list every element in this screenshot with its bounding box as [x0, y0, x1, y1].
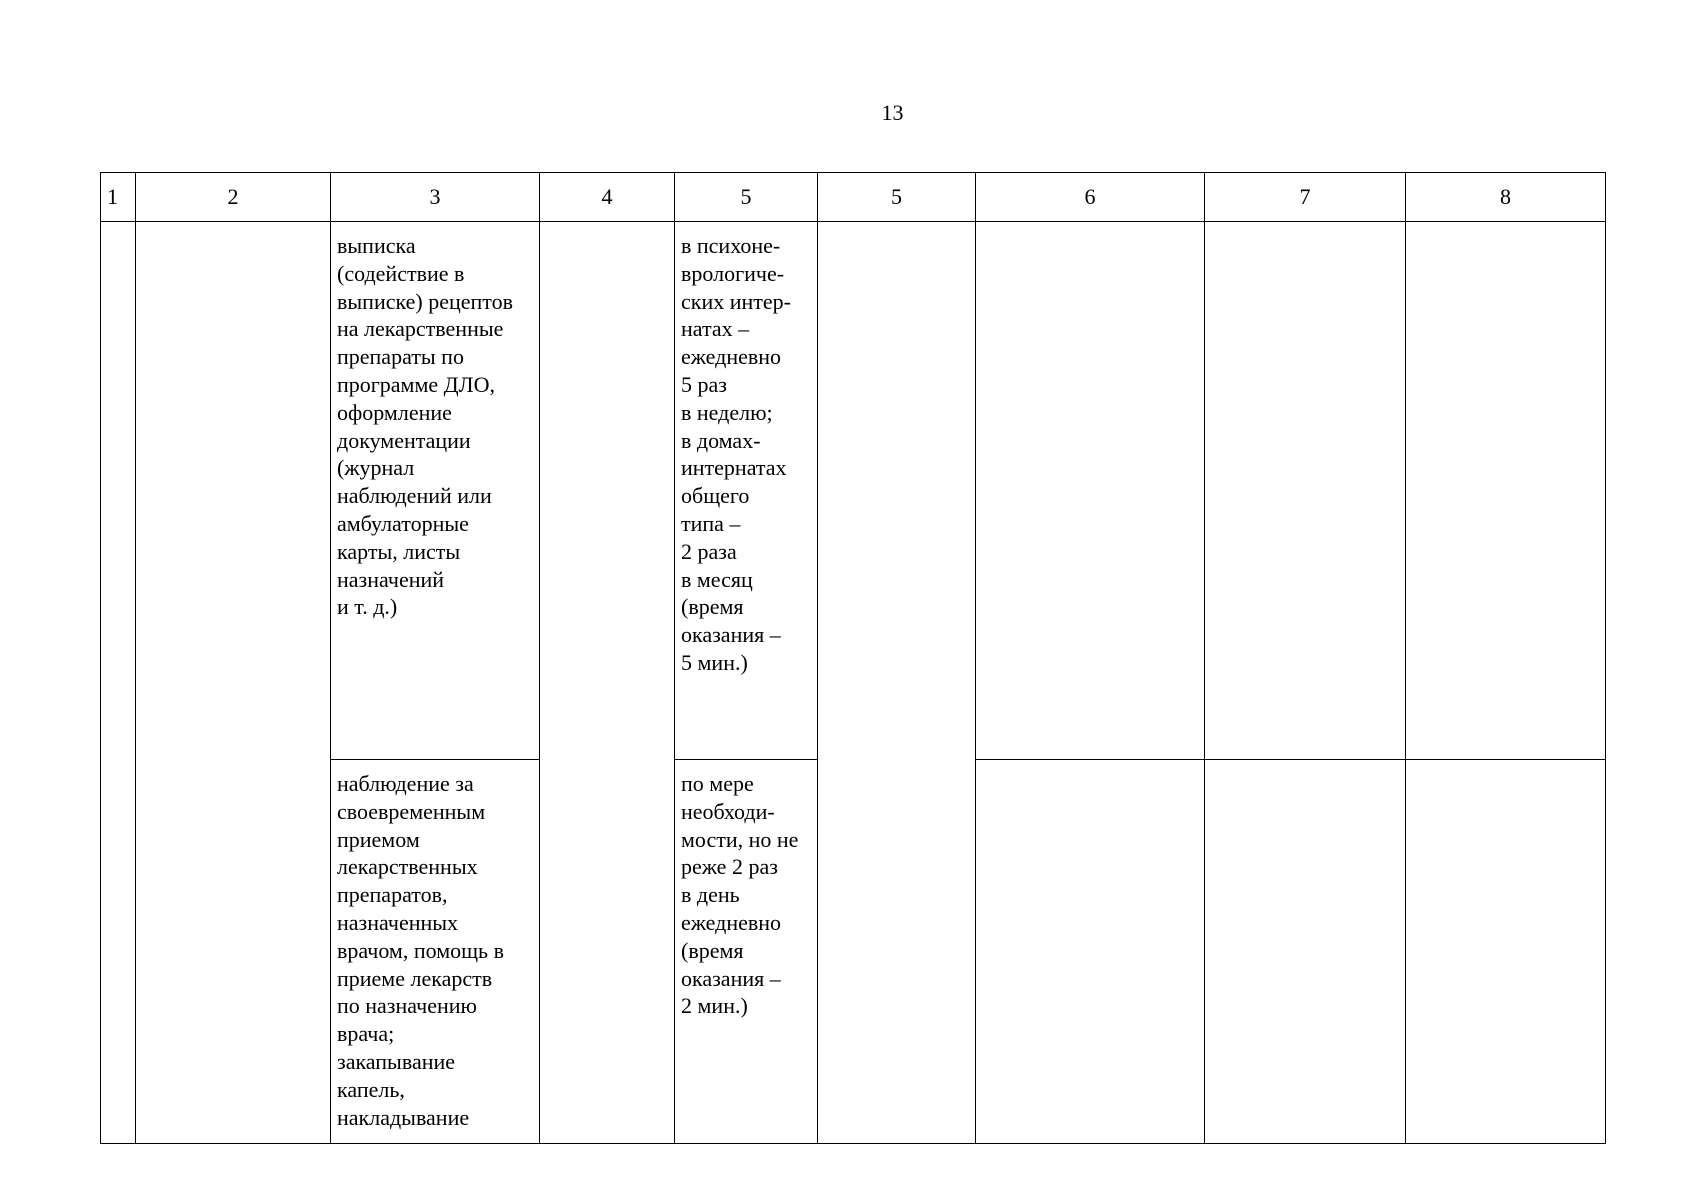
table-cell-service-description [331, 222, 540, 760]
page-number: 13 [881, 100, 904, 125]
table-cell-col7 [1205, 222, 1406, 760]
column-header-1: 1 [101, 173, 136, 222]
table-cell-col6 [976, 222, 1205, 760]
column-header-3: 3 [331, 173, 540, 222]
column-header-5b: 5 [818, 173, 976, 222]
table-cell-col2 [136, 222, 331, 1144]
table-cell-col6 [976, 760, 1205, 1144]
column-header-5: 5 [675, 173, 818, 222]
table-cell-col8 [1406, 222, 1606, 760]
column-header-4: 4 [540, 173, 675, 222]
column-header-2: 2 [136, 173, 331, 222]
table-cell-frequency [675, 760, 818, 1144]
services-table [100, 172, 1606, 1144]
service-description-text: выписка (содействие в выписке) рецептов на лекарственные препараты по программе ДЛО, оформление документации (журнал наблюдений или амбулаторные карты, листы назначений и т. д.) [337, 233, 513, 620]
table-cell-col1 [101, 222, 136, 1144]
frequency-text: по мере необходи- мости, но не реже 2 раз в день ежедневно (время оказания – 2 мин.) [681, 771, 799, 1019]
table-cell-col8 [1406, 760, 1606, 1144]
column-header-6: 6 [976, 173, 1205, 222]
table-cell-col7 [1205, 760, 1406, 1144]
column-header-8: 8 [1406, 173, 1606, 222]
table-cell-service-description [331, 760, 540, 1144]
frequency-text: в психоне- врологиче- ских интер- натах – ежедневно 5 раз в неделю; в домах- интернатах общего типа – 2 раза в месяц (время оказания – 5 мин.) [681, 233, 791, 675]
table-header-row [101, 173, 1606, 222]
table-cell-col4 [540, 222, 675, 1144]
service-description-text: наблюдение за своевременным приемом лекарственных препаратов, назначенных врачом, помощь в приеме лекарств по назначению врача; закапывание капель, накладывание [337, 771, 504, 1130]
table-cell-col5b [818, 222, 976, 1144]
column-header-7: 7 [1205, 173, 1406, 222]
table-cell-frequency [675, 222, 818, 760]
table-row [101, 222, 1606, 760]
